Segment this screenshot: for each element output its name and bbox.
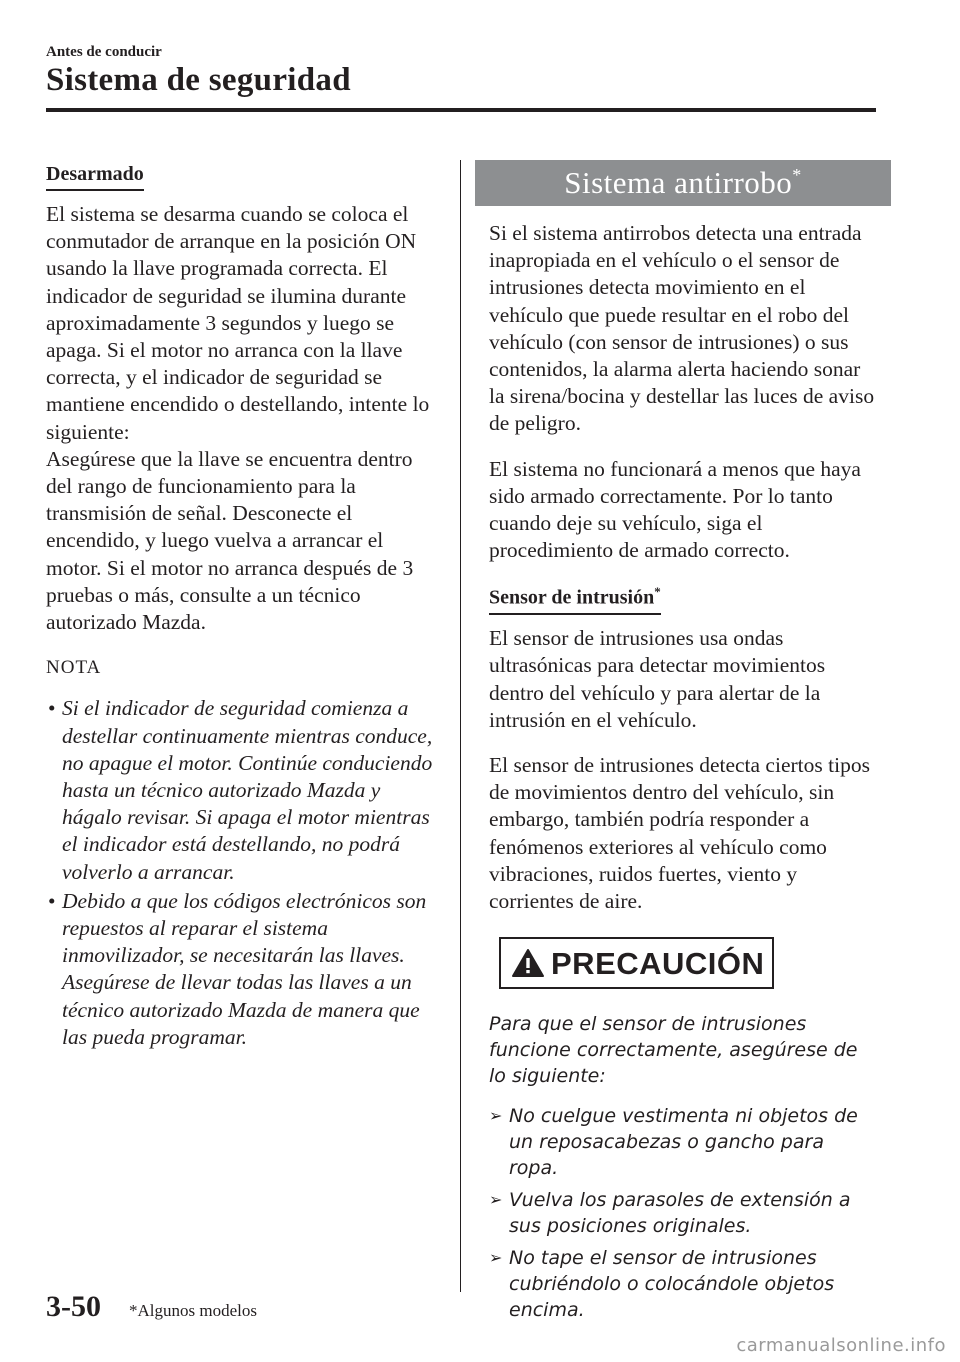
footnote: *Algunos modelos: [129, 1301, 257, 1320]
sensor-heading-text: Sensor de intrusión: [489, 587, 655, 610]
note-text: Si el indicador de seguridad comienza a destellar continuamente mientras conduce, no apague el motor. Continúe conduciendo hasta un técnico autorizado Mazda y hágalo revisar. Si apaga el motor mientras el indicador está destellando, no podrá volverlo a arrancar.: [62, 696, 433, 884]
bullet-icon: •: [48, 696, 56, 721]
asterisk-mark: *: [792, 165, 802, 185]
warning-triangle-icon: [511, 948, 545, 978]
caution-item-text: No cuelgue vestimenta ni objetos de un reposacabezas o gancho para ropa.: [509, 1105, 858, 1180]
desarmado-paragraph-1: El sistema se desarma cuando se coloca el conmutador de arranque en la posición ON usando la llave programada correcta. El indicador de seguridad se ilumina durante aproximadamente 3 segundos y luego se apaga. Si el motor no arranca con la llave correcta, y el indicador de seguridad se mantiene encendido o destellando, intente lo siguiente:: [46, 202, 430, 444]
right-column: [489, 160, 879, 1329]
page-title: Sistema de seguridad: [46, 62, 351, 98]
asterisk-mark: *: [654, 584, 661, 600]
caution-item: [489, 1187, 879, 1239]
caution-item: [489, 1103, 879, 1181]
note-item: [46, 888, 441, 1051]
caution-body: [489, 1011, 879, 1323]
desarmado-paragraph-2: Asegúrese que la llave se encuentra dentro del rango de funcionamiento para la transmisión de señal. Desconecte el encendido, y luego vuelva a arrancar el motor. Si el motor no arranca después de 3 pruebas o más, consulte a un técnico autorizado Mazda.: [46, 446, 414, 635]
sensor-heading: [489, 578, 661, 615]
caution-item: [489, 1245, 879, 1323]
header-rule: [46, 108, 876, 112]
watermark: carmanualsonline.info: [736, 1335, 946, 1356]
left-column: [46, 160, 441, 1053]
page-number: 3-50: [46, 1290, 101, 1323]
banner-title: Sistema antirrobo: [564, 165, 793, 200]
note-list: [46, 695, 441, 1051]
arrow-bullet-icon: ➢: [489, 1190, 503, 1210]
arrow-bullet-icon: ➢: [489, 1106, 503, 1126]
nota-label: NOTA: [46, 657, 102, 679]
section-banner: [475, 160, 891, 206]
caution-label: PRECAUCIÓN: [551, 945, 765, 981]
antirrobo-paragraph-2: El sistema no funcionará a menos que haya sido armado correctamente. Por lo tanto cuando deje su vehículo, siga el procedimiento de armado correcto.: [489, 456, 861, 563]
note-item: [46, 695, 441, 885]
bullet-icon: •: [48, 888, 56, 913]
caution-list: [489, 1103, 879, 1323]
sensor-paragraph-2: El sensor de intrusiones detecta ciertos tipos de movimientos dentro del vehículo, sin embargo, también podría responder a fenómenos exteriores al vehículo como vibraciones, ruidos fuertes, viento y corrientes de aire.: [489, 752, 870, 913]
note-text: Debido a que los códigos electrónicos son repuestos al reparar el sistema inmovilizador, se necesitarán las llaves. Asegúrese de llevar todas las llaves a un técnico autorizado Mazda de manera que las pueda programar.: [62, 888, 427, 1049]
antirrobo-paragraph-1: Si el sistema antirrobos detecta una entrada inapropiada en el vehículo o el sensor de intrusiones detecta movimiento en el vehículo que puede resultar en el robo del vehículo (con sensor de intrusiones) o sus contenidos, la alarma alerta haciendo sonar la sirena/bocina y destellar las luces de aviso de peligro.: [489, 221, 875, 436]
sensor-paragraph-1: El sensor de intrusiones usa ondas ultrasónicas para detectar movimientos dentro del vehículo y para alertar de la intrusión en el vehículo.: [489, 626, 826, 732]
caution-intro: Para que el sensor de intrusiones funcione correctamente, asegúrese de lo siguiente:: [489, 1013, 858, 1088]
caution-box: [499, 937, 774, 989]
column-divider: [460, 160, 461, 1292]
section-label: Antes de conducir: [46, 44, 162, 60]
desarmado-heading: Desarmado: [46, 160, 144, 191]
caution-item-text: Vuelva los parasoles de extensión a sus posiciones originales.: [509, 1189, 851, 1238]
arrow-bullet-icon: ➢: [489, 1248, 503, 1268]
caution-item-text: No tape el sensor de intrusiones cubriéndolo o colocándole objetos encima.: [509, 1247, 835, 1322]
